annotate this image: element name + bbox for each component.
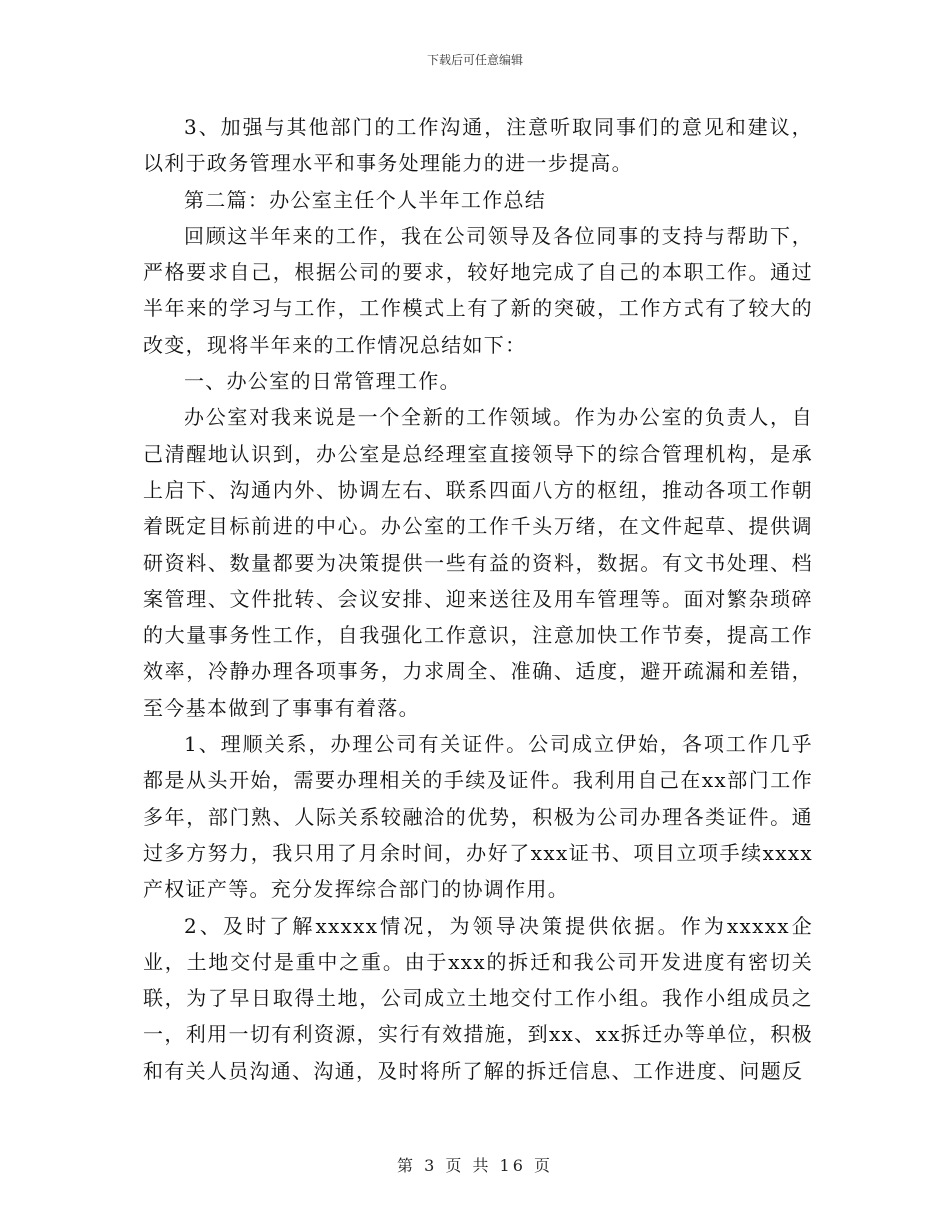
document-body [143, 109, 813, 1089]
paragraph-4: 1、理顺关系，办理公司有关证件。公司成立伊始，各项工作几乎都是从头开始，需要办理相关的手续及证件。我利用自己在xx部门工作多年，部门熟、人际关系较融洽的优势，积极为公司办理各类证件。通过多方努力，我只用了月余时间，办好了xxx证书、项目立项手续xxxx产权证产等。充分发挥综合部门的协调作用。 [143, 732, 813, 902]
paragraph-2: 回顾这半年来的工作，我在公司领导及各位同事的支持与帮助下，严格要求自己，根据公司的要求，较好地完成了自己的本职工作。通过半年来的学习与工作，工作模式上有了新的突破，工作方式有了较大的改变，现将半年来的工作情况总结如下： [143, 223, 813, 357]
page-footer: 第 3 页 共 16 页 [397, 1156, 553, 1175]
paragraph-3: 办公室对我来说是一个全新的工作领域。作为办公室的负责人，自己清醒地认识到，办公室是总经理室直接领导下的综合管理机构，是承上启下、沟通内外、协调左右、联系四面八方的枢纽，推动各项工作朝着既定目标前进的中心。办公室的工作千头万绪，在文件起草、提供调研资料、数量都要为决策提供一些有益的资料，数据。有文书处理、档案管理、文件批转、会议安排、迎来送往及用车管理等。面对繁杂琐碎的大量事务性工作，自我强化工作意识，注意加快工作节奏，提高工作效率，冷静办理各项事务，力求周全、准确、适度，避开疏漏和差错，至今基本做到了事事有着落。 [143, 405, 813, 720]
section-heading: 第二篇：办公室主任个人半年工作总结 [184, 187, 547, 212]
paragraph-5: 2、及时了解xxxxx情况，为领导决策提供依据。作为xxxxx企业，土地交付是重中之重。由于xxx的拆迁和我公司开发进度有密切关联，为了早日取得土地，公司成立土地交付工作小组。我作小组成员之一，利用一切有利资源，实行有效措施，到xx、xx拆迁办等单位，积极和有关人员沟通、沟通，及时将所了解的拆迁信息、工作进度、问题反 [143, 913, 813, 1083]
paragraph-1: 3、加强与其他部门的工作沟通，注意听取同事们的意见和建议，以利于政务管理水平和事务处理能力的进一步提高。 [143, 115, 813, 176]
subsection-heading: 一、办公室的日常管理工作。 [184, 369, 461, 394]
page-header: 下载后可任意编辑 [426, 53, 523, 67]
